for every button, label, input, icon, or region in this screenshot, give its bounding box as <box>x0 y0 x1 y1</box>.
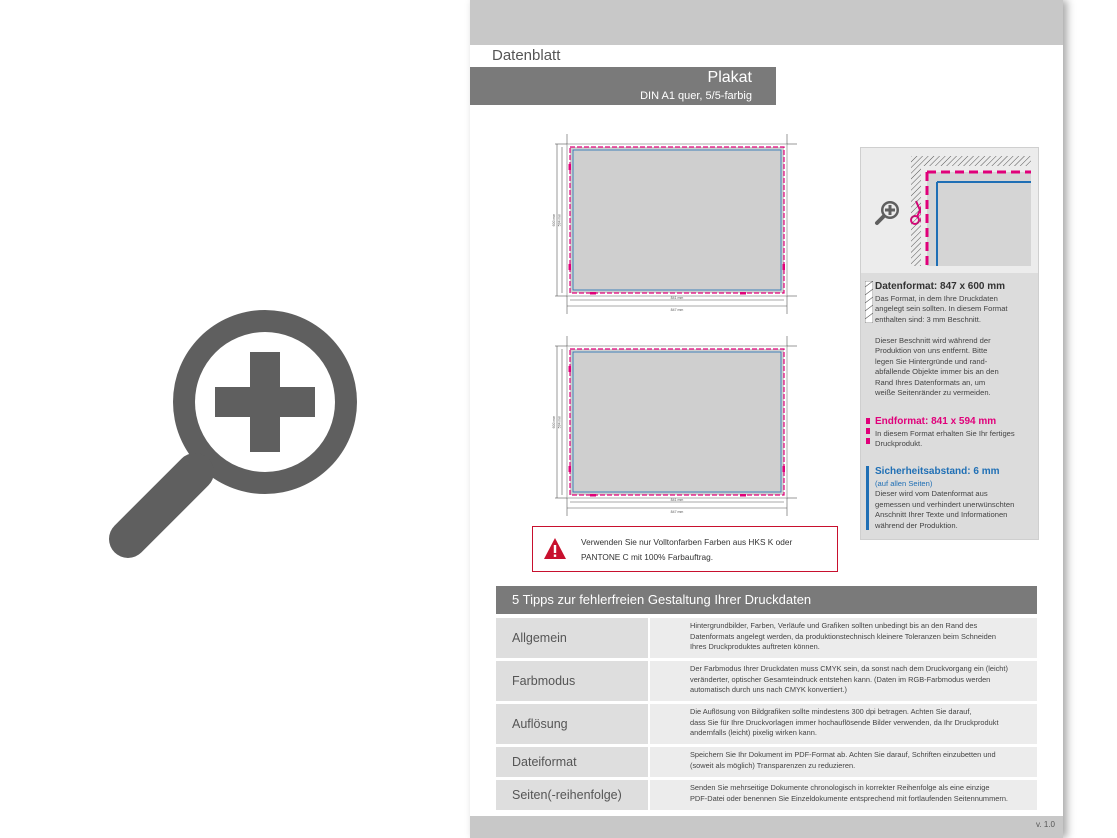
tip-row-seiten <box>496 780 1037 810</box>
tip-text <box>650 661 1037 701</box>
sicherheit-sub: (auf allen Seiten) <box>875 479 933 488</box>
tip-label: Seiten(-reihenfolge) <box>496 780 648 810</box>
endformat-text: In diesem Format erhalten Sie Ihr fertiges <box>875 429 1015 438</box>
tip-text <box>650 780 1037 810</box>
datenformat-text: Das Format, in dem Ihre Druckdaten <box>875 294 998 303</box>
beschnitt-text: Dieser Beschnitt wird während der <box>875 336 991 345</box>
width-inner-label: 841 mm <box>670 498 684 502</box>
page-subtitle: DIN A1 quer, 5/5-farbig <box>640 90 752 102</box>
zoom-in-icon[interactable] <box>100 292 380 572</box>
width-outer-label: 847 mm <box>670 510 684 514</box>
tip-line: dass Sie für Ihre Druckvorlagen immer hochauflösende Bilder verwenden, da Ihr Druckprodukt <box>690 717 999 727</box>
tip-row-dateiformat <box>496 747 1037 777</box>
page-title: Plakat <box>707 69 752 86</box>
tip-line: andernfalls (leicht) pixelig wirken kann. <box>690 728 817 737</box>
tip-line: Speichern Sie Ihr Dokument im PDF-Format ab. Achten Sie darauf, Schriften einzubetten und <box>690 750 996 759</box>
version-label: v. 1.0 <box>1036 820 1055 829</box>
page-bottom-bar <box>470 816 1063 838</box>
blue-marker <box>866 466 869 530</box>
tip-row-allgemein <box>496 618 1037 658</box>
height-inner-label: 594 mm <box>557 213 562 227</box>
beschnitt-text: Produktion von uns entfernt. Bitte <box>875 346 988 356</box>
tip-row-farbmodus <box>496 661 1037 701</box>
corner-detail <box>861 148 1038 273</box>
beschnitt-text: weiße Seitenränder zu vermeiden. <box>875 388 991 398</box>
tip-label: Farbmodus <box>496 661 648 701</box>
tip-line: Die Auflösung von Bildgrafiken sollte mindestens 300 dpi betragen. Achten Sie darauf, <box>690 707 972 716</box>
warning-line-2: PANTONE C mit 100% Farbauftrag. <box>581 552 714 562</box>
tip-line: PDF-Datei oder benennen Sie Einzeldokumente entsprechend mit fortlaufenden Seitennummern. <box>690 793 1008 803</box>
tip-row-aufloesung <box>496 704 1037 744</box>
tip-line: (soweit als möglich) Transparenzen zu reduzieren. <box>690 760 856 770</box>
datasheet-page <box>470 0 1063 838</box>
beschnitt-text: legen Sie Hintergründe und rand- <box>875 356 988 366</box>
datenformat-title: Datenformat: 847 x 600 mm <box>875 281 1006 292</box>
tip-line: Datenformats angelegt werden, da produktionstechnisch kleinere Toleranzen beim Schneiden <box>690 631 996 641</box>
datenformat-text: enthalten sind: 3 mm Beschnitt. <box>875 314 981 324</box>
sicherheit-text: gemessen und verhindert unerwünschten <box>875 499 1015 509</box>
format-diagram-bottom <box>550 334 800 516</box>
sicherheit-text: Dieser wird vom Datenformat aus <box>875 489 988 499</box>
height-inner-label: 594 mm <box>557 415 562 429</box>
tip-label: Allgemein <box>496 618 648 658</box>
tip-text <box>650 704 1037 744</box>
format-diagram-top <box>550 132 800 314</box>
tip-line: Der Farbmodus Ihrer Druckdaten muss CMYK sein, da sonst nach dem Druckvorgang ein (leicht) <box>690 664 1008 673</box>
warning-icon <box>543 537 567 561</box>
width-outer-label: 847 mm <box>670 308 684 312</box>
title-bar <box>470 67 776 105</box>
height-outer-label: 600 mm <box>552 415 556 429</box>
tip-label: Auflösung <box>496 704 648 744</box>
datasheet-tab: Datenblatt <box>470 45 590 67</box>
bleed-corner-illustration <box>911 156 1031 266</box>
tips-header: 5 Tipps zur fehlerfreien Gestaltung Ihrer Druckdaten <box>496 586 1037 614</box>
zoom-in-icon <box>873 198 903 228</box>
format-info-box <box>860 147 1039 540</box>
height-outer-label: 600 mm <box>552 213 556 227</box>
warning-line-1: Verwenden Sie nur Volltonfarben Farben aus HKS K oder <box>581 537 793 547</box>
magenta-marker <box>866 418 870 444</box>
endformat-title: Endformat: 841 x 594 mm <box>875 416 997 427</box>
hatch-marker <box>865 281 873 323</box>
sicherheit-text: Anschnitt Ihrer Texte und Informationen <box>875 510 1008 520</box>
datenformat-text: angelegt sein sollten. In diesem Format <box>875 304 1008 314</box>
tip-label: Dateiformat <box>496 747 648 777</box>
beschnitt-text: Rand Ihres Datenformats an, um <box>875 377 986 387</box>
tip-text <box>650 747 1037 777</box>
tip-text <box>650 618 1037 658</box>
endformat-text: Druckprodukt. <box>875 439 923 449</box>
tip-line: veränderter, optischer Gesamteindruck entstehen kann. (Daten im RGB-Farbmodus werden <box>690 674 991 684</box>
width-inner-label: 841 mm <box>670 296 684 300</box>
beschnitt-text: abfallende Objekte immer bis an den <box>875 367 999 377</box>
sicherheit-title: Sicherheitsabstand: 6 mm <box>875 466 1000 477</box>
tip-line: Senden Sie mehrseitige Dokumente chronologisch in korrekter Reihenfolge als eine einzige <box>690 783 990 792</box>
tip-line: Ihres Druckproduktes auftreten können. <box>690 642 820 651</box>
page-top-bar <box>470 0 1063 45</box>
tip-line: Hintergrundbilder, Farben, Verläufe und Grafiken sollten unbedingt bis an den Rand des <box>690 621 978 630</box>
warning-box <box>532 526 838 572</box>
tip-line: automatisch durch uns nach CMYK konvertiert.) <box>690 685 847 694</box>
sicherheit-text: während der Produktion. <box>875 520 958 530</box>
